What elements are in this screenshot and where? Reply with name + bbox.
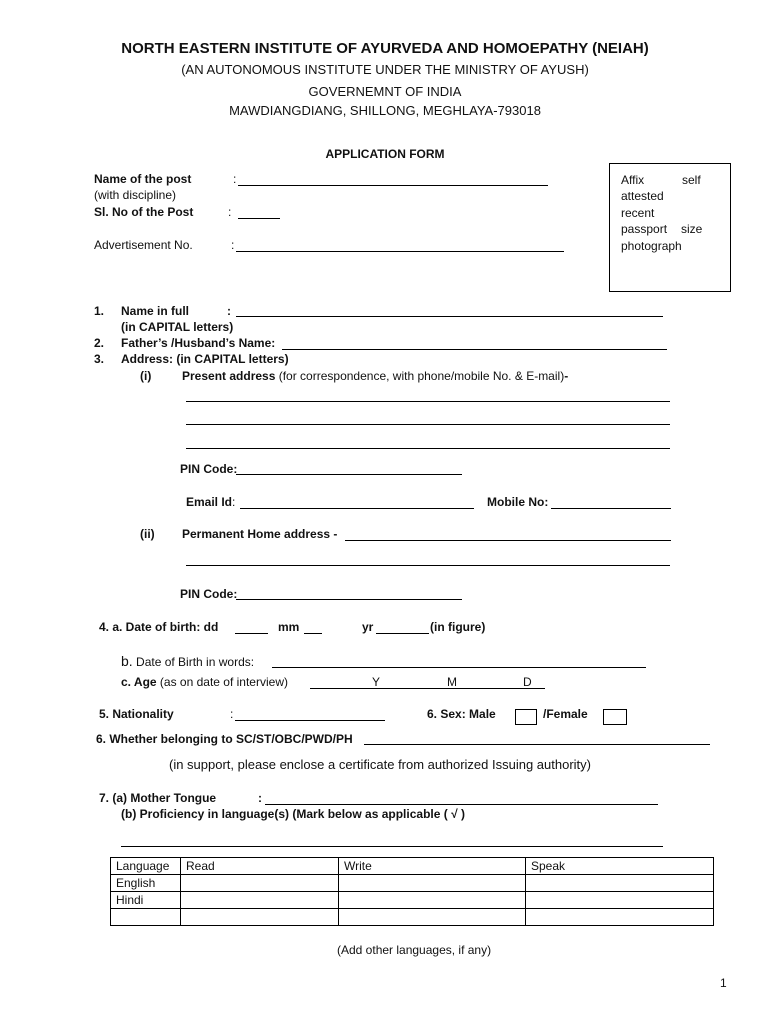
age-label-bold: c. Age — [121, 675, 157, 689]
photo-text-size: size — [681, 222, 703, 236]
mobile-label: Mobile No: — [487, 495, 549, 509]
present-address-bold: Present address — [182, 369, 276, 383]
table-row — [111, 909, 714, 926]
age-input-line[interactable] — [310, 688, 545, 689]
permanent-address-line-1[interactable] — [345, 540, 671, 541]
advertisement-label: Advertisement No. — [94, 238, 193, 252]
header-write: Write — [339, 858, 526, 875]
photo-text-attested: attested — [621, 189, 664, 203]
mother-tongue-input-line[interactable] — [265, 804, 658, 805]
header-speak: Speak — [526, 858, 714, 875]
email-input-line[interactable] — [240, 508, 474, 509]
speak-cell[interactable] — [526, 909, 714, 926]
post-sl-colon: : — [228, 205, 232, 219]
language-cell[interactable] — [111, 909, 181, 926]
item-number-1: 1. — [94, 304, 105, 318]
age-d-label: D — [523, 675, 532, 689]
age-label-note: (as on date of interview) — [156, 675, 288, 689]
language-table — [110, 857, 714, 926]
post-name-input-line[interactable] — [238, 185, 548, 186]
dob-words-text: Date of Birth in words: — [132, 655, 255, 669]
read-cell[interactable] — [181, 909, 339, 926]
table-header-row — [111, 858, 714, 875]
sex-female-label: /Female — [543, 707, 588, 721]
adv-colon: : — [231, 238, 235, 252]
male-checkbox[interactable] — [515, 709, 537, 725]
page-number: 1 — [720, 976, 727, 990]
header-language: Language — [111, 858, 181, 875]
pin-code-label: PIN Code: — [180, 462, 238, 476]
photo-box[interactable] — [609, 163, 731, 292]
email-label-text: Email Id — [186, 495, 233, 509]
present-address-line-2[interactable] — [186, 424, 670, 425]
father-name-label: Father’s /Husband’s Name: — [121, 336, 276, 350]
address-label: Address: (in CAPITAL letters) — [121, 352, 289, 366]
present-address-dash: - — [564, 369, 569, 383]
nationality-label: 5. Nationality — [99, 707, 174, 721]
language-cell: English — [111, 875, 181, 892]
pin-code-input-line[interactable] — [236, 474, 462, 475]
photo-text-affix: Affix — [621, 173, 645, 187]
nationality-input-line[interactable] — [235, 720, 385, 721]
in-figure-note: (in figure) — [430, 620, 486, 634]
proficiency-input-line[interactable] — [121, 846, 663, 847]
dob-yr-input-line[interactable] — [376, 633, 429, 634]
name-full-label: Name in full — [121, 304, 190, 318]
photo-text-passport: passport — [621, 222, 668, 236]
name-full-input-line[interactable] — [236, 316, 663, 317]
table-row — [111, 875, 714, 892]
language-cell: Hindi — [111, 892, 181, 909]
capital-letters-note: (in CAPITAL letters) — [121, 320, 234, 334]
read-cell[interactable] — [181, 875, 339, 892]
present-address-note: (for correspondence, with phone/mobile No. & E-mail) — [275, 369, 565, 383]
dob-mm-label: mm — [278, 620, 300, 634]
header-read: Read — [181, 858, 339, 875]
post-name-colon: : — [233, 172, 237, 186]
form-title: APPLICATION FORM — [325, 147, 445, 161]
pin-code-2-input-line[interactable] — [236, 599, 462, 600]
present-address-label — [182, 369, 568, 383]
write-cell[interactable] — [339, 909, 526, 926]
sub-item-ii: (ii) — [140, 527, 155, 541]
institute-title: NORTH EASTERN INSTITUTE OF AYURVEDA AND HOMOEPATHY (NEIAH) — [121, 40, 649, 57]
email-label: Email Id: — [186, 495, 236, 509]
permanent-address-line-2[interactable] — [186, 565, 670, 566]
post-sl-label: Sl. No of the Post — [94, 205, 194, 219]
photo-text-photograph: photograph — [621, 239, 682, 253]
mobile-input-line[interactable] — [551, 508, 671, 509]
institute-address: MAWDIANGDIANG, SHILLONG, MEGHLAYA-793018 — [229, 103, 541, 118]
pin-code-2-label: PIN Code: — [180, 587, 238, 601]
sex-male-label: 6. Sex: Male — [427, 707, 496, 721]
post-sl-input-line[interactable] — [238, 218, 280, 219]
post-name-label: Name of the post — [94, 172, 192, 186]
photo-text-self: self — [682, 173, 701, 187]
category-label: 6. Whether belonging to SC/ST/OBC/PWD/PH — [96, 732, 353, 746]
nationality-colon: : — [230, 707, 234, 721]
category-input-line[interactable] — [364, 744, 710, 745]
mother-tongue-label: 7. (a) Mother Tongue — [99, 791, 217, 805]
age-y-label: Y — [372, 675, 381, 689]
government-line: GOVERNEMNT OF INDIA — [308, 84, 462, 99]
father-name-input-line[interactable] — [282, 349, 667, 350]
item-number-3: 3. — [94, 352, 105, 366]
speak-cell[interactable] — [526, 875, 714, 892]
discipline-label: (with discipline) — [94, 188, 177, 202]
female-checkbox[interactable] — [603, 709, 627, 725]
permanent-address-label: Permanent Home address - — [182, 527, 338, 541]
age-m-label: M — [447, 675, 457, 689]
mother-tongue-colon: : — [258, 791, 262, 805]
advertisement-input-line[interactable] — [236, 251, 564, 252]
sub-item-i: (i) — [140, 369, 152, 383]
write-cell[interactable] — [339, 892, 526, 909]
photo-text-recent: recent — [621, 206, 655, 220]
dob-yr-label: yr — [362, 620, 374, 634]
institute-subtitle: (AN AUTONOMOUS INSTITUTE UNDER THE MINISTRY OF AYUSH) — [181, 62, 589, 77]
age-label — [121, 675, 288, 689]
dob-words-label — [121, 653, 254, 669]
dob-label: 4. a. Date of birth: dd — [99, 620, 219, 634]
dob-mm-input-line[interactable] — [304, 633, 322, 634]
write-cell[interactable] — [339, 875, 526, 892]
support-note: (in support, please enclose a certificate from authorized Issuing authority) — [169, 757, 591, 772]
proficiency-label: (b) Proficiency in language(s) (Mark below as applicable ( √ ) — [121, 807, 465, 821]
table-row — [111, 892, 714, 909]
item-number-2: 2. — [94, 336, 105, 350]
present-address-line-1[interactable] — [186, 401, 670, 402]
add-other-languages-note: (Add other languages, if any) — [337, 943, 492, 957]
dob-words-input-line[interactable] — [272, 667, 646, 668]
read-cell[interactable] — [181, 892, 339, 909]
dob-words-letter: b. — [121, 653, 133, 669]
speak-cell[interactable] — [526, 892, 714, 909]
name-full-colon: : — [227, 304, 231, 318]
present-address-line-3[interactable] — [186, 448, 670, 449]
dob-dd-input-line[interactable] — [235, 633, 268, 634]
